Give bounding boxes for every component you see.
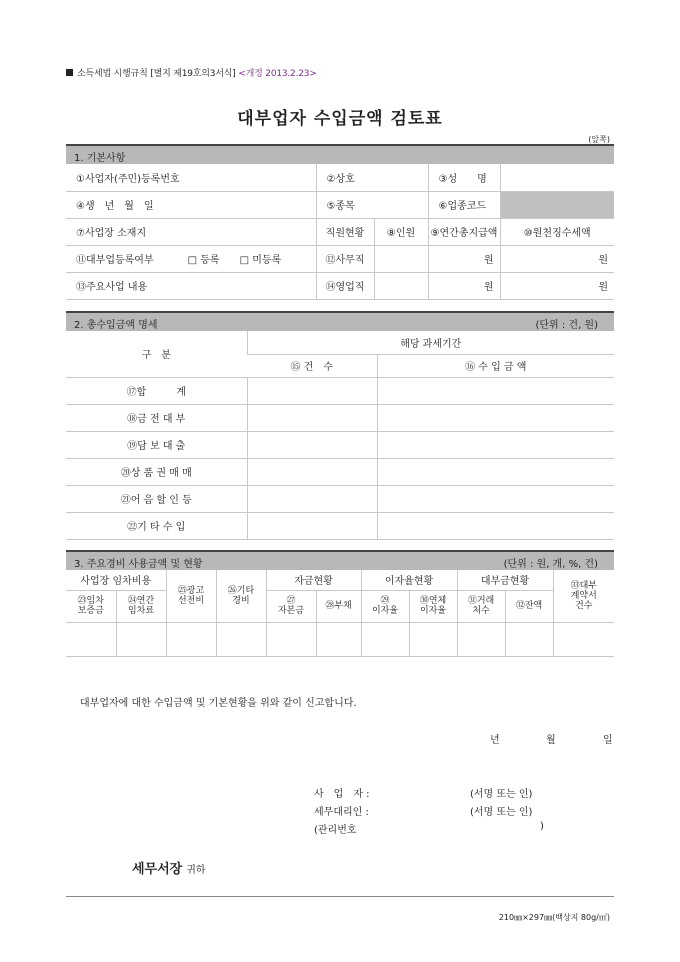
unit-label: (단위 : 원, 개, %, 건) (503, 559, 598, 570)
count-cell[interactable] (247, 404, 377, 431)
registration-row (66, 245, 316, 272)
ad-expense-line1: ㉕광고 (177, 585, 205, 596)
deposit-header (66, 590, 116, 622)
count-cell[interactable] (247, 458, 377, 485)
clients-line1: ㉛거래 (467, 596, 495, 606)
debt-cell[interactable] (316, 622, 361, 656)
annual-rent-line2: 임차료 (127, 606, 155, 616)
overdue-line1: ㉚연체 (419, 596, 447, 606)
deposit-cell[interactable] (66, 622, 116, 656)
tax-office-name: 세무서장 (132, 862, 183, 877)
row-total: ⑰합 계 (66, 377, 247, 404)
balance-header: ㉜잔액 (505, 590, 553, 622)
clients-cell[interactable] (457, 622, 505, 656)
form-number: [별지 제19호의3서식] (150, 69, 236, 79)
row-money-loan: ⑱금 전 대 부 (66, 404, 247, 431)
headcount-label: ⑧인원 (374, 218, 428, 245)
revenue-table (66, 331, 614, 540)
debt-header: ㉘부채 (316, 590, 361, 622)
balance-cell[interactable] (505, 622, 553, 656)
loans-header: 대부금현황 (457, 570, 553, 590)
owner-name-label: ③성 명 (428, 164, 500, 191)
document-title: 대부업자 수입금액 검토표 (237, 109, 443, 129)
annual-rent-cell[interactable] (116, 622, 166, 656)
count-header: ⑮ 건 수 (247, 354, 377, 377)
contracts-header (553, 570, 614, 622)
staff-status-label: 직원현황 (316, 218, 374, 245)
operator-sign[interactable]: (서명 또는 인) (470, 789, 533, 800)
address-label: ⑦사업장 소재지 (66, 218, 316, 245)
amount-cell[interactable] (377, 431, 614, 458)
date-year: 년 (490, 735, 500, 746)
section-header (66, 550, 614, 570)
office-staff-tax-unit: 원 (500, 245, 614, 272)
overdue-rate-header (409, 590, 457, 622)
date-day: 일 (603, 735, 613, 746)
owner-name-value[interactable] (500, 164, 614, 191)
capital-cell[interactable] (266, 622, 316, 656)
unregistered-checkbox[interactable]: □ 미등록 (239, 255, 282, 266)
interest-header: 이자율현황 (361, 570, 457, 590)
funds-header: 자금현황 (266, 570, 361, 590)
count-cell[interactable] (247, 512, 377, 539)
count-cell[interactable] (247, 377, 377, 404)
sales-staff-tax-unit: 원 (500, 272, 614, 299)
section-header (66, 144, 614, 164)
count-cell[interactable] (247, 431, 377, 458)
registered-checkbox[interactable]: □ 등록 (187, 255, 220, 266)
contracts-line1: ㉝대부 (570, 580, 597, 591)
office-staff-label: ⑫사무직 (316, 245, 374, 272)
operator-label: 사 업 자 : (314, 789, 370, 800)
section-expenses (66, 550, 614, 657)
amount-cell[interactable] (377, 485, 614, 512)
section-title: 3. 주요경비 사용금액 및 현황 (74, 559, 203, 570)
office-staff-count[interactable] (374, 245, 428, 272)
clients-header (457, 590, 505, 622)
ad-expense-line2: 선전비 (177, 595, 205, 606)
sales-staff-pay-unit: 원 (428, 272, 500, 299)
capital-line2: 자본금 (277, 606, 305, 616)
amount-cell[interactable] (377, 404, 614, 431)
row-other-income: ㉒기 타 수 입 (66, 512, 247, 539)
capital-line1: ㉗ (286, 596, 296, 606)
section-header (66, 311, 614, 331)
other-expense-line2: 경비 (232, 595, 250, 606)
contracts-line2: 계약서 (570, 590, 597, 601)
period-header: 해당 과세기간 (247, 331, 614, 354)
declaration-text: 대부업자에 대한 수입금액 및 기본현황을 위와 같이 신고합니다. (80, 698, 357, 709)
basic-info-table (66, 164, 614, 300)
ad-expense-cell[interactable] (166, 622, 216, 656)
birth-date-label: ④생 년 월 일 (66, 191, 316, 218)
date-month: 월 (546, 735, 556, 746)
square-bullet-icon (66, 69, 73, 76)
section-revenue (66, 311, 614, 540)
rate-line1: ㉙ (380, 596, 390, 606)
tax-office-suffix: 귀하 (186, 865, 206, 876)
amount-header: ⑯ 수 입 금 액 (377, 354, 614, 377)
clients-line2: 처수 (472, 606, 490, 616)
rate-line2: 이자율 (371, 606, 399, 616)
main-business-label: ⑬주요사업 내용 (66, 272, 316, 299)
row-gift-certificate: ⑳상 품 권 매 매 (66, 458, 247, 485)
law-name: 소득세법 시행규칙 (77, 69, 148, 79)
form-header-note (66, 66, 317, 79)
annual-pay-label: ⑨연간총지급액 (428, 218, 500, 245)
other-expense-cell[interactable] (216, 622, 266, 656)
section-basic-info (66, 144, 614, 300)
business-type-label: ⑤종목 (316, 191, 428, 218)
row-secured-loan: ⑲담 보 대 출 (66, 431, 247, 458)
paper-spec: 210㎜×297㎜(백상지 80g/㎡) (498, 913, 610, 922)
row-bill-discount: ㉑어 음 할 인 등 (66, 485, 247, 512)
category-header: 구 분 (66, 331, 247, 377)
business-code-value (500, 191, 614, 218)
capital-header (266, 590, 316, 622)
amount-cell[interactable] (377, 377, 614, 404)
rent-header: 사업장 임차비용 (66, 570, 166, 590)
annual-rent-header (116, 590, 166, 622)
management-no-close: ) (540, 821, 544, 832)
overdue-rate-cell[interactable] (409, 622, 457, 656)
footer-divider (66, 896, 614, 897)
withholding-tax-label: ⑩원천징수세액 (500, 218, 614, 245)
registration-question: ⑪대부업등록여부 (76, 255, 154, 266)
management-no-label: (관리번호 (314, 825, 357, 836)
page-side-label: (앞쪽) (588, 135, 610, 144)
deposit-line2: 보증금 (77, 606, 104, 616)
ad-expense-header (166, 570, 216, 622)
annual-rent-line1: ㉔연간 (127, 596, 155, 606)
trade-name-label: ②상호 (316, 164, 428, 191)
amount-cell[interactable] (377, 458, 614, 485)
office-staff-pay-unit: 원 (428, 245, 500, 272)
reg-no-label: ①사업자(주민)등록번호 (66, 164, 316, 191)
expenses-table (66, 570, 614, 657)
deposit-line1: ㉓임차 (77, 596, 104, 606)
section-title: 2. 총수입금액 명세 (74, 320, 158, 331)
contracts-line3: 건수 (575, 600, 593, 611)
business-code-label: ⑥업종코드 (428, 191, 500, 218)
agent-label: 세무대리인 : (314, 807, 369, 818)
agent-sign[interactable]: (서명 또는 인) (470, 807, 533, 818)
unit-label: (단위 : 건, 원) (535, 320, 598, 331)
rate-cell[interactable] (361, 622, 409, 656)
revision-date: <개정 2013.2.23> (238, 69, 317, 79)
sales-staff-count[interactable] (374, 272, 428, 299)
amount-cell[interactable] (377, 512, 614, 539)
other-expense-header (216, 570, 266, 622)
sales-staff-label: ⑭영업직 (316, 272, 374, 299)
section-title: 1. 기본사항 (74, 153, 126, 164)
rate-header (361, 590, 409, 622)
contracts-cell[interactable] (553, 622, 614, 656)
overdue-line2: 이자율 (419, 606, 447, 616)
count-cell[interactable] (247, 485, 377, 512)
other-expense-line1: ㉖기타 (227, 585, 255, 596)
tax-office-addressee (132, 858, 206, 877)
